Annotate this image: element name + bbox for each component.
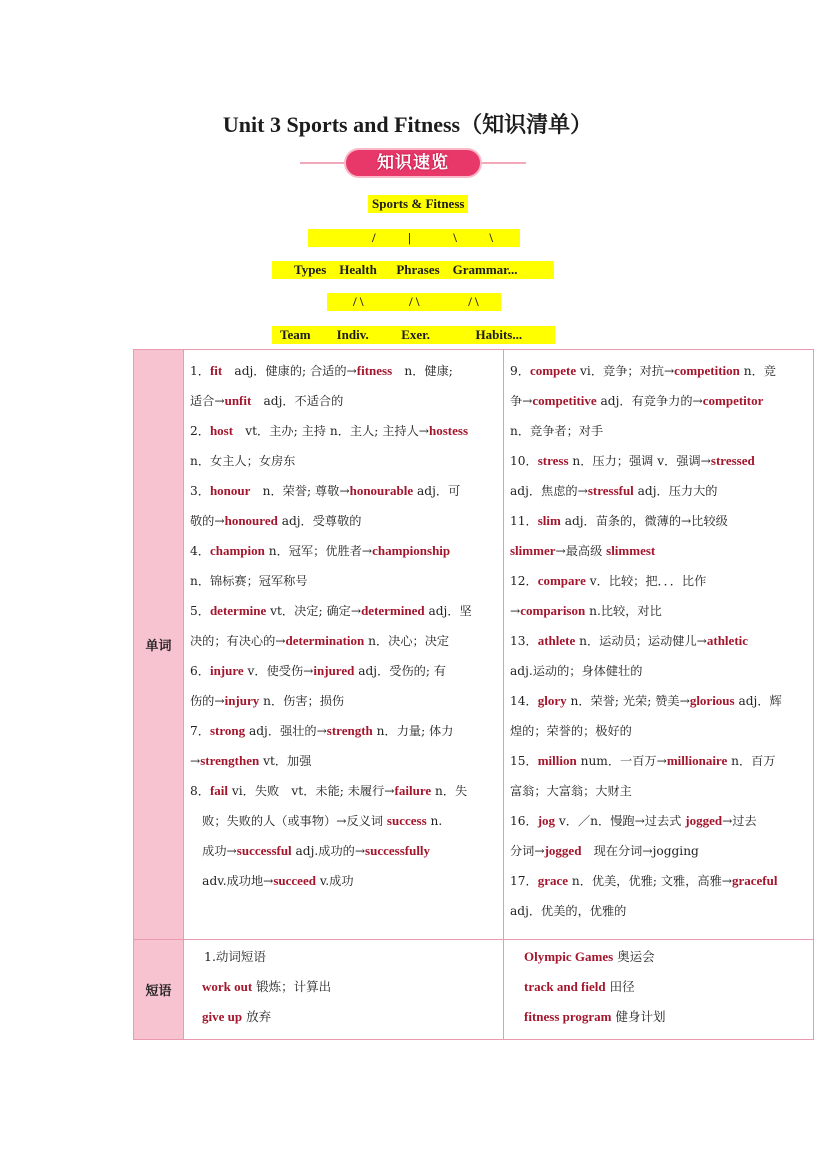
phrase-category: 短语 bbox=[134, 940, 184, 1040]
vocab-line bbox=[510, 836, 805, 866]
vocab-word: strength bbox=[326, 723, 373, 738]
vocab-line bbox=[510, 806, 805, 836]
vocab-line bbox=[510, 566, 805, 596]
vocab-text: adj．强壮的→ bbox=[245, 724, 327, 738]
vocab-word: host bbox=[209, 423, 234, 438]
vocab-text: 争→ bbox=[510, 394, 533, 408]
vocab-word: fitness bbox=[356, 363, 393, 378]
vocab-text: adj．压力大的 bbox=[633, 484, 718, 498]
vocab-text: vt．决定; 确定→ bbox=[266, 604, 362, 618]
vocab-line bbox=[190, 686, 495, 716]
vocab-left-column bbox=[184, 350, 504, 940]
phrase-item: work out 锻炼；计算出 bbox=[202, 979, 332, 994]
vocab-text: 11． bbox=[510, 514, 538, 528]
vocab-line bbox=[510, 896, 805, 926]
mindmap-level2: Team Indiv. Exer. Habits... bbox=[272, 326, 555, 344]
mindmap-root: Sports & Fitness bbox=[368, 195, 468, 213]
vocab-word: compare bbox=[537, 573, 586, 588]
knowledge-table bbox=[133, 349, 814, 1040]
vocab-word: unfit bbox=[224, 393, 252, 408]
vocab-text: n．竞 bbox=[739, 364, 776, 378]
vocab-text: 7． bbox=[190, 724, 210, 738]
vocab-line bbox=[190, 566, 495, 596]
vocab-text: n．运动员；运动健儿→ bbox=[575, 634, 707, 648]
vocab-word: champion bbox=[209, 543, 265, 558]
vocab-text: n．锦标赛；冠军称号 bbox=[190, 574, 308, 588]
vocab-word: successful bbox=[236, 843, 292, 858]
vocab-text: 3． bbox=[190, 484, 210, 498]
vocab-text: 分词→ bbox=[510, 844, 545, 858]
vocab-line bbox=[510, 386, 805, 416]
banner-line-right bbox=[476, 162, 526, 164]
vocab-text: 5． bbox=[190, 604, 210, 618]
vocab-text: adj．不适合的 bbox=[251, 394, 344, 408]
vocab-line bbox=[510, 356, 805, 386]
phrase-heading: 1.动词短语 bbox=[204, 949, 266, 964]
phrase-item: track and field 田径 bbox=[524, 979, 635, 994]
vocab-text: 14． bbox=[510, 694, 538, 708]
vocab-text: 败；失败的人（或事物）→反义词 bbox=[190, 814, 387, 828]
vocab-line bbox=[510, 776, 805, 806]
vocab-line bbox=[190, 866, 495, 896]
vocab-word: stress bbox=[537, 453, 569, 468]
vocab-text: n．健康; bbox=[392, 364, 453, 378]
vocab-word: honourable bbox=[349, 483, 414, 498]
vocab-text: n．优美，优雅; 文雅，高雅→ bbox=[568, 874, 732, 888]
vocab-text: adj．受伤的; 有 bbox=[354, 664, 446, 678]
vocab-text: 4． bbox=[190, 544, 210, 558]
vocab-line bbox=[190, 836, 495, 866]
vocab-text: vi．失败 vt．未能; 未履行→ bbox=[228, 784, 395, 798]
vocab-text: v．使受伤→ bbox=[243, 664, 314, 678]
vocab-line bbox=[190, 806, 495, 836]
vocab-text: adj.成功的→ bbox=[291, 844, 366, 858]
vocab-line bbox=[190, 506, 495, 536]
phrase-item: Olympic Games 奥运会 bbox=[524, 949, 655, 964]
vocab-word: competitor bbox=[702, 393, 764, 408]
vocab-line bbox=[190, 716, 495, 746]
vocab-text: adj．焦虑的→ bbox=[510, 484, 588, 498]
phrase-left-column bbox=[184, 940, 504, 1040]
vocab-text: n．百万 bbox=[727, 754, 776, 768]
vocab-text: v．／n．慢跑→过去式 bbox=[555, 814, 686, 828]
vocab-text: adj．优美的，优雅的 bbox=[510, 904, 627, 918]
vocab-text: n．荣誉; 尊敬→ bbox=[250, 484, 350, 498]
mindmap-level1: Types Health Phrases Grammar... bbox=[272, 261, 554, 279]
vocab-text: 煌的；荣誉的；极好的 bbox=[510, 724, 632, 738]
vocab-line bbox=[190, 596, 495, 626]
section-banner bbox=[300, 146, 526, 180]
vocab-text: v.成功 bbox=[315, 874, 354, 888]
vocab-text: 2． bbox=[190, 424, 210, 438]
vocab-word: success bbox=[386, 813, 427, 828]
vocab-line bbox=[190, 416, 495, 446]
vocab-word: jogged bbox=[685, 813, 723, 828]
vocab-text: 成功→ bbox=[190, 844, 237, 858]
vocab-text: n．失 bbox=[431, 784, 468, 798]
vocab-text: adv.成功地→ bbox=[190, 874, 274, 888]
vocab-text: 9． bbox=[510, 364, 530, 378]
vocab-word: athletic bbox=[706, 633, 749, 648]
vocab-word: championship bbox=[372, 543, 451, 558]
vocab-word: honoured bbox=[224, 513, 278, 528]
vocab-line bbox=[510, 536, 805, 566]
vocab-line bbox=[510, 506, 805, 536]
vocab-text: → bbox=[190, 754, 201, 768]
vocab-text: →过去 bbox=[722, 814, 757, 828]
vocab-category: 单词 bbox=[134, 350, 184, 940]
vocab-text: 13． bbox=[510, 634, 538, 648]
phrase-item: fitness program 健身计划 bbox=[524, 1009, 666, 1024]
vocab-word: millionaire bbox=[666, 753, 728, 768]
vocab-text: 12． bbox=[510, 574, 538, 588]
vocab-line bbox=[190, 356, 495, 386]
vocab-line bbox=[510, 416, 805, 446]
vocab-text: 10． bbox=[510, 454, 538, 468]
vocab-text: adj．可 bbox=[413, 484, 461, 498]
vocab-text: 15． bbox=[510, 754, 538, 768]
vocab-word: athlete bbox=[537, 633, 576, 648]
vocab-word: determined bbox=[361, 603, 425, 618]
vocab-text: 16． bbox=[510, 814, 538, 828]
vocab-line bbox=[190, 386, 495, 416]
vocab-text: n．竞争者；对手 bbox=[510, 424, 604, 438]
vocab-line bbox=[510, 596, 805, 626]
vocab-word: competition bbox=[674, 363, 740, 378]
vocab-word: injured bbox=[313, 663, 355, 678]
vocab-line bbox=[190, 536, 495, 566]
vocab-word: strong bbox=[209, 723, 246, 738]
mindmap-branch-marks: / | \ \ bbox=[308, 229, 520, 247]
vocab-word: million bbox=[537, 753, 577, 768]
vocab-word: successfully bbox=[365, 843, 431, 858]
vocab-text: → bbox=[510, 604, 521, 618]
vocab-word: graceful bbox=[732, 873, 778, 888]
vocab-word: hostess bbox=[429, 423, 469, 438]
vocab-line bbox=[510, 446, 805, 476]
vocab-text: adj．有竞争力的→ bbox=[596, 394, 703, 408]
vocab-line bbox=[510, 626, 805, 656]
vocab-word: slim bbox=[537, 513, 561, 528]
vocab-text: n．女主人；女房东 bbox=[190, 454, 296, 468]
vocab-text: 决的；有决心的→ bbox=[190, 634, 286, 648]
vocab-word: stressful bbox=[587, 483, 634, 498]
phrase-item: give up 放弃 bbox=[202, 1009, 272, 1024]
vocab-text: adj.运动的；身体健壮的 bbox=[510, 664, 643, 678]
vocab-text: 富翁；大富翁；大财主 bbox=[510, 784, 632, 798]
vocab-line bbox=[510, 686, 805, 716]
vocab-word: slimmest bbox=[606, 543, 656, 558]
vocab-word: compete bbox=[529, 363, 577, 378]
vocab-text: n．压力；强调 v．强调→ bbox=[568, 454, 711, 468]
vocab-word: slimmer bbox=[510, 543, 556, 558]
vocab-text: vt．主办; 主持 n．主人; 主持人→ bbox=[233, 424, 430, 438]
vocab-word: jogged bbox=[544, 843, 582, 858]
vocab-word: succeed bbox=[273, 873, 316, 888]
vocab-text: →最高级 bbox=[555, 544, 607, 558]
vocab-line bbox=[510, 716, 805, 746]
vocab-line bbox=[190, 776, 495, 806]
vocab-line bbox=[510, 656, 805, 686]
vocab-text: n．伤害；损伤 bbox=[259, 694, 345, 708]
vocab-word: stressed bbox=[710, 453, 755, 468]
vocab-word: determination bbox=[285, 633, 365, 648]
vocab-word: injury bbox=[224, 693, 260, 708]
vocab-text: n．决心；决定 bbox=[364, 634, 450, 648]
vocab-word: honour bbox=[209, 483, 251, 498]
vocab-text: 1． bbox=[190, 364, 210, 378]
vocab-text: n．力量; 体力 bbox=[372, 724, 454, 738]
vocab-text: adj．坚 bbox=[424, 604, 472, 618]
vocab-text: 现在分词→jogging bbox=[581, 844, 699, 858]
vocab-text: 6． bbox=[190, 664, 210, 678]
vocab-word: injure bbox=[209, 663, 244, 678]
vocab-line bbox=[190, 446, 495, 476]
vocab-text: 伤的→ bbox=[190, 694, 225, 708]
banner-label: 知识速览 bbox=[344, 148, 482, 178]
vocab-word: determine bbox=[209, 603, 267, 618]
vocab-text: 8． bbox=[190, 784, 210, 798]
vocab-text: 17． bbox=[510, 874, 538, 888]
vocab-word: glorious bbox=[689, 693, 735, 708]
vocab-line bbox=[190, 656, 495, 686]
vocab-text: num．一百万→ bbox=[576, 754, 667, 768]
vocab-text: adj．辉 bbox=[734, 694, 782, 708]
vocab-word: failure bbox=[394, 783, 432, 798]
vocab-line bbox=[510, 866, 805, 896]
vocab-word: fail bbox=[209, 783, 229, 798]
phrase-right-column bbox=[504, 940, 814, 1040]
vocab-text: vi．竞争；对抗→ bbox=[576, 364, 675, 378]
vocab-line bbox=[190, 746, 495, 776]
vocab-word: comparison bbox=[520, 603, 586, 618]
vocab-text: v．比较；把．．．比作 bbox=[585, 574, 707, 588]
vocab-text: vt．加强 bbox=[259, 754, 312, 768]
vocab-text: n.比较，对比 bbox=[585, 604, 662, 618]
vocab-text: adj．受尊敬的 bbox=[277, 514, 362, 528]
vocab-right-column bbox=[504, 350, 814, 940]
mindmap-sub-marks: / \ / \ / \ bbox=[327, 293, 501, 311]
vocab-word: competitive bbox=[532, 393, 597, 408]
banner-line-left bbox=[300, 162, 350, 164]
vocab-text: adj．苗条的，微薄的→比较级 bbox=[560, 514, 728, 528]
vocab-text: 敬的→ bbox=[190, 514, 225, 528]
vocab-line bbox=[190, 626, 495, 656]
vocab-word: glory bbox=[537, 693, 567, 708]
vocab-text: n. bbox=[426, 814, 443, 828]
vocab-text: n．冠军；优胜者→ bbox=[264, 544, 373, 558]
vocab-word: fit bbox=[209, 363, 223, 378]
vocab-word: jog bbox=[537, 813, 556, 828]
vocab-line bbox=[510, 746, 805, 776]
vocab-line bbox=[510, 476, 805, 506]
page-title: Unit 3 Sports and Fitness（知识清单） bbox=[222, 112, 593, 137]
vocab-text: 适合→ bbox=[190, 394, 225, 408]
vocab-text: adj．健康的; 合适的→ bbox=[222, 364, 357, 378]
vocab-text: n．荣誉; 光荣; 赞美→ bbox=[566, 694, 690, 708]
vocab-line bbox=[190, 476, 495, 506]
vocab-word: strengthen bbox=[200, 753, 260, 768]
vocab-word: grace bbox=[537, 873, 569, 888]
